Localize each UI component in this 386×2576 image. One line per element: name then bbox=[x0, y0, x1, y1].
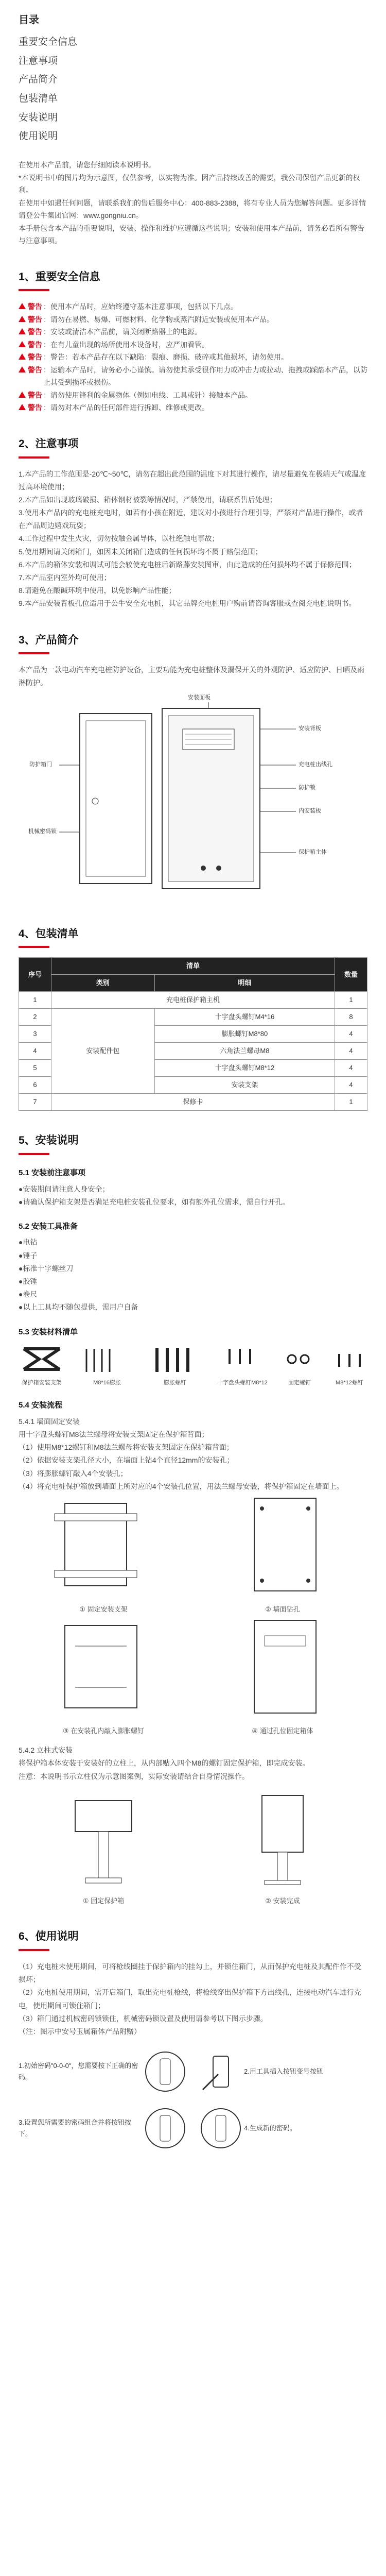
cell-no: 1 bbox=[19, 992, 51, 1009]
mounted-box-illustration bbox=[198, 1615, 367, 1718]
section-underline bbox=[19, 289, 49, 291]
warning-text: ：请勿使用锋利的金属物体（例如电线、工具或针）接触本产品。 bbox=[43, 391, 252, 399]
subsection-title: 5.3 安装材料清单 bbox=[19, 1327, 78, 1336]
warning-item bbox=[19, 338, 367, 351]
warning-label: 警告 bbox=[28, 302, 42, 311]
warning-label: 警告 bbox=[28, 403, 42, 412]
subsection-title: 5.1 安装前注意事项 bbox=[19, 1168, 86, 1177]
label-lock: 防护锁 bbox=[299, 784, 315, 791]
safety-list bbox=[19, 300, 367, 414]
subsection-subtitle: 5.4.1 墙面固定安装 bbox=[19, 1417, 80, 1426]
combo-lock-icon bbox=[142, 2105, 188, 2151]
section-title-intro: 3、产品简介 bbox=[19, 634, 79, 646]
subsection-title: 5.4 安装流程 bbox=[19, 1401, 63, 1410]
figure-caption: ③ 在安装孔内敲入膨胀螺钉 bbox=[62, 1727, 145, 1735]
warning-text: ：运输本产品时，请务必小心谨慎。请勿使其承受很作用力或冲击力或拉动、拖拽或踩踏本产品，以防止其受到损坏或损伤。 bbox=[43, 365, 367, 387]
usage-item: （注：图示中安号玉属箱体产品附赠） bbox=[19, 2027, 141, 2036]
section-underline bbox=[19, 1949, 49, 1951]
cell-no: 4 bbox=[19, 1043, 51, 1060]
install-note: ●安装期间请注意人身安全； bbox=[19, 1184, 110, 1193]
lock-step-3 bbox=[19, 2100, 188, 2157]
install-step: （1）使用M8*12螺钉和M8法兰螺母将安装支架固定在保护箱背面； bbox=[19, 1443, 234, 1452]
section-title-safety: 1、重要安全信息 bbox=[19, 270, 100, 283]
material-anchor: 膨胀螺钉 bbox=[149, 1344, 201, 1387]
intro-line: *本说明书中的图片均为示意图，仅供参考，以实物为准。因产品持续改善的需要，我公司保留产品更新的权利。 bbox=[19, 173, 360, 195]
cell-qty: 1 bbox=[335, 992, 367, 1009]
material-screw-m8: 十字盘头螺钉M8*12 bbox=[217, 1344, 268, 1387]
cell-no: 7 bbox=[19, 1094, 51, 1111]
cell-qty: 8 bbox=[335, 1009, 367, 1026]
warning-icon bbox=[19, 328, 26, 334]
section-title-packing: 4、包装清单 bbox=[19, 927, 79, 940]
material-bracket: 保护箱安装支架 bbox=[19, 1344, 65, 1387]
product-intro: 本产品为一款电动汽车充电桩防护设备，主要功能为充电桩整体及漏保开关的外观防护、适应防护、日晒及雨淋防护。 bbox=[19, 666, 364, 687]
usage-item: （3）箱门通过机械密码锁锁住，机械密码锁设置及使用请参考以下图示步骤。 bbox=[19, 2014, 268, 2023]
toc-item: 重要安全信息 bbox=[19, 37, 78, 47]
toc-item: 使用说明 bbox=[19, 131, 58, 142]
note-item: 8.请避免在酸碱环境中使用，以免影响产品性能； bbox=[19, 586, 176, 595]
lock-step-text: 3.设置您所需要的密码组合并将按钮按下。 bbox=[19, 2119, 131, 2138]
warning-text: ：警告：若本产品存在以下缺陷：裂痕、磨损、破碎或其他损坏，请勿使用。 bbox=[43, 353, 288, 362]
screw-icon bbox=[331, 1344, 367, 1375]
nut-icon bbox=[284, 1344, 315, 1375]
subsection-title: 5.2 安装工具准备 bbox=[19, 1222, 78, 1231]
warning-label: 警告 bbox=[28, 365, 42, 374]
lock-steps bbox=[19, 2043, 367, 2157]
install-step: （4）将充电桩保护箱放到墙面上所对应的4个安装孔位置，用法兰螺母安装，将保护箱固定在墙面上。 bbox=[19, 1482, 344, 1490]
install-step: 用十字盘头螺钉M8法兰螺母将安装支架固定在保护箱背面； bbox=[19, 1430, 209, 1439]
wall-install-figures bbox=[19, 1493, 367, 1737]
warning-icon bbox=[19, 353, 26, 360]
figure-pillar-1 bbox=[19, 1790, 188, 1907]
bracket-icon bbox=[19, 1344, 65, 1375]
intro-line: 在使用本产品前，请您仔细阅读本说明书。 bbox=[19, 161, 155, 170]
label-body: 保护箱主体 bbox=[299, 849, 327, 855]
section-underline bbox=[19, 1153, 49, 1155]
note-item: 1.本产品的工作范围是-20℃~50℃，请勿在超出此范围的温度下对其进行操作，请尽量避免在极端天气或温度过高环境使用； bbox=[19, 469, 366, 491]
toc bbox=[19, 11, 367, 143]
warning-text: ：请勿对本产品的任何部件进行拆卸、维修或更改。 bbox=[43, 403, 209, 412]
anchor-icon bbox=[149, 1344, 201, 1375]
product-diagram bbox=[28, 694, 358, 904]
tool-press-icon bbox=[198, 2048, 244, 2095]
figure-caption: ④ 通过孔位固定箱体 bbox=[252, 1727, 313, 1735]
wall-illustration bbox=[198, 1493, 367, 1596]
pillar-install-figures bbox=[19, 1790, 367, 1907]
section-underline bbox=[19, 652, 49, 654]
toc-item: 包装清单 bbox=[19, 93, 58, 105]
warning-icon bbox=[19, 392, 26, 398]
note-item: 4.工作过程中发生火灾，切勿按触金属导体，以杜绝触电事故； bbox=[19, 534, 219, 543]
toc-title: 目录 bbox=[19, 14, 39, 26]
install-step: （3）将膨胀螺钉敲入4个安装孔； bbox=[19, 1469, 128, 1478]
cell-qty: 1 bbox=[335, 1094, 367, 1111]
usage-item: （1）充电桩未使用期间，可将枪线圈挂于保护箱内的挂勾上，并锁住箱门，从而保护充电桩及其配件作不受损坏； bbox=[19, 1962, 361, 1984]
label-mount-board: 安装背板 bbox=[299, 725, 321, 732]
warning-item bbox=[19, 401, 367, 414]
label-lock-mech: 机械密码锁 bbox=[28, 828, 57, 835]
combo-lock-icon bbox=[142, 2048, 188, 2095]
tool-item: ●标准十字螺丝刀 bbox=[19, 1264, 74, 1273]
figure-pillar-2 bbox=[198, 1790, 367, 1907]
th-qty: 数量 bbox=[335, 958, 367, 992]
notes-list bbox=[19, 468, 367, 611]
note-item: 7.本产品室内室外均可使用； bbox=[19, 573, 111, 582]
warning-icon bbox=[19, 366, 26, 372]
warning-item bbox=[19, 313, 367, 326]
cell-detail: 十字盘头螺钉M8*12 bbox=[154, 1060, 335, 1077]
intro-line: 本手册包含本产品的重要说明，安装、操作和维护应遵循这些说明；安装和使用本产品前，请务必看所有警告与注意事项。 bbox=[19, 224, 364, 245]
box-illustration bbox=[19, 1493, 188, 1596]
table-row bbox=[19, 1009, 367, 1026]
section-underline bbox=[19, 946, 49, 948]
install-step: （2）依据安装支架孔径大小，在墙面上钻4个直径12mm的安装孔； bbox=[19, 1456, 234, 1465]
tool-item: ●以上工具均不随包提供，需用户自备 bbox=[19, 1303, 138, 1312]
figure-step-3 bbox=[19, 1615, 188, 1737]
warning-label: 警告 bbox=[28, 391, 42, 399]
screw-icon bbox=[81, 1344, 133, 1375]
packing-table bbox=[19, 957, 367, 1111]
warning-item bbox=[19, 326, 367, 338]
note-item: 3.使用本产品内的充电桩充电时，如若有小孩在附近，建议对小孩进行合理引导，严禁对产品进行操作，或者在产品周边嬉戏玩耍； bbox=[19, 509, 363, 530]
warning-item bbox=[19, 351, 367, 364]
cell-no: 5 bbox=[19, 1060, 51, 1077]
cell-no: 3 bbox=[19, 1026, 51, 1043]
warning-icon bbox=[19, 341, 26, 347]
warning-item bbox=[19, 364, 367, 389]
cell-category: 充电桩保护箱主机 bbox=[51, 992, 335, 1009]
tool-item: ●电钻 bbox=[19, 1238, 38, 1247]
combo-lock-icon bbox=[198, 2105, 244, 2151]
note-item: 9.本产品安装背板孔位适用于公牛安全充电桩，其它品牌充电桩用户购前请咨询客服或查阅充电桩说明书。 bbox=[19, 599, 356, 608]
materials-row bbox=[19, 1344, 367, 1387]
cell-detail: 十字盘头螺钉M4*16 bbox=[154, 1009, 335, 1026]
th-no: 序号 bbox=[19, 958, 51, 992]
install-step: 将保护箱本体安装于安装好的立柱上，从内部贴入四个M8的螺钉固定保护箱，即完成安装。 bbox=[19, 1759, 310, 1768]
warning-text: ：请勿在易燃、易爆、可燃材料、化学物或蒸汽附近安装或使用本产品。 bbox=[43, 315, 274, 324]
label-seal: 充电桩出线孔 bbox=[299, 761, 332, 768]
warning-icon bbox=[19, 404, 26, 410]
figure-step-4 bbox=[198, 1615, 367, 1737]
warning-label: 警告 bbox=[28, 353, 42, 362]
lock-step-text: 4.生成新的密码。 bbox=[244, 2124, 296, 2132]
figure-step-1 bbox=[19, 1493, 188, 1615]
cell-qty: 4 bbox=[335, 1077, 367, 1094]
cell-detail: 安装支架 bbox=[154, 1077, 335, 1094]
install-note: ●请确认保护箱支架是否满足充电桩安装孔位要求，如有额外孔位需求，需自行开孔。 bbox=[19, 1197, 290, 1206]
pillar-illustration bbox=[19, 1790, 188, 1888]
material-nut: 固定螺钉 bbox=[284, 1344, 315, 1387]
toc-item: 安装说明 bbox=[19, 112, 58, 123]
th-detail: 明细 bbox=[154, 975, 335, 992]
label-cable-hole: 安装面板 bbox=[188, 694, 210, 701]
anchor-illustration bbox=[19, 1615, 188, 1718]
cell-qty: 4 bbox=[335, 1060, 367, 1077]
usage-item: （2）充电桩使用期间，需开启箱门，取出充电桩枪线，将枪线穿出保护箱下方出线孔，连接电动汽车进行充电，使用期间可锁住箱门； bbox=[19, 1988, 361, 2010]
warning-icon bbox=[19, 303, 26, 309]
th-category: 类别 bbox=[51, 975, 155, 992]
toc-item: 产品简介 bbox=[19, 74, 58, 86]
note-item: 6.本产品的箱体安装和调试可能会较使充电桩后新路藤安装图审，由此造成的任何损坏均不属于保修范围； bbox=[19, 560, 356, 569]
warning-label: 警告 bbox=[28, 328, 42, 336]
cell-no: 2 bbox=[19, 1009, 51, 1026]
tool-item: ●卷尺 bbox=[19, 1290, 38, 1299]
warning-item bbox=[19, 300, 367, 313]
figure-caption: ① 固定安装支架 bbox=[79, 1605, 128, 1613]
cell-category: 保修卡 bbox=[51, 1094, 335, 1111]
toc-item: 注意事项 bbox=[19, 55, 58, 66]
section-title-install: 5、安装说明 bbox=[19, 1134, 79, 1147]
lock-step-4 bbox=[198, 2100, 367, 2157]
th-list: 清单 bbox=[51, 958, 335, 975]
cell-detail: 膨胀螺钉M8*80 bbox=[154, 1026, 335, 1043]
section-title-notes: 2、注意事项 bbox=[19, 437, 79, 450]
figure-caption: ① 固定保护箱 bbox=[82, 1897, 125, 1905]
lock-step-2 bbox=[198, 2043, 367, 2100]
label-inner: 内安装板 bbox=[299, 807, 321, 814]
warning-text: ：在有儿童出现的场所使用本设备时，应严加看管。 bbox=[43, 340, 209, 349]
table-row bbox=[19, 1094, 367, 1111]
subsection-subtitle: 5.4.2 立柱式安装 bbox=[19, 1746, 73, 1755]
section-underline bbox=[19, 456, 49, 459]
material-expansion: M8*16膨胀 bbox=[81, 1344, 133, 1387]
material-screw-m8-12: M8*12螺钉 bbox=[331, 1344, 367, 1387]
cell-no: 6 bbox=[19, 1077, 51, 1094]
tool-item: ●锤子 bbox=[19, 1251, 38, 1260]
warning-icon bbox=[19, 316, 26, 322]
warning-text: ：安装或清洁本产品前，请关闭断路器上的电源。 bbox=[43, 328, 202, 336]
label-door: 防护箱门 bbox=[29, 761, 52, 768]
cell-detail: 六角法兰螺母M8 bbox=[154, 1043, 335, 1060]
figure-caption: ② 墙面钻孔 bbox=[265, 1605, 300, 1613]
lock-step-text: 1.初始密码"0-0-0"，您需要按下正确的密码。 bbox=[19, 2062, 138, 2081]
cell-category: 安装配件包 bbox=[51, 1009, 155, 1094]
warning-label: 警告 bbox=[28, 340, 42, 349]
intro bbox=[19, 159, 367, 247]
warning-item bbox=[19, 389, 367, 402]
note-item: 2.本产品如出现玻璃破损、箱体钢材被裂等情况时，严禁使用，请联系售后处理； bbox=[19, 495, 277, 504]
cell-qty: 4 bbox=[335, 1043, 367, 1060]
cell-qty: 4 bbox=[335, 1026, 367, 1043]
table-row bbox=[19, 992, 367, 1009]
figure-step-2 bbox=[198, 1493, 367, 1615]
lock-step-text: 2.用工具插入按钮变号按钮 bbox=[244, 2067, 323, 2076]
install-step: 注意：本说明书示立柱仅为示意图案例，实际安装请结合自身情况操作。 bbox=[19, 1772, 249, 1781]
screw-icon bbox=[222, 1344, 263, 1375]
lock-step-1 bbox=[19, 2043, 188, 2100]
tool-item: ●胶锤 bbox=[19, 1277, 38, 1285]
warning-label: 警告 bbox=[28, 315, 42, 324]
note-item: 5.使用期间请关闭箱门，如因未关闭箱门造成的任何损坏均不属于赔偿范围； bbox=[19, 547, 262, 556]
warning-text: ：使用本产品时，应始终遵守基本注意事项，包括以下几点。 bbox=[43, 302, 238, 311]
figure-caption: ② 安装完成 bbox=[265, 1897, 300, 1905]
pillar-complete-illustration bbox=[198, 1790, 367, 1888]
intro-line: 在使用中如遇任何问题，请联系我们的售后服务中心：400-883-2388，将有专业人员为您解答问题。更多详情请登公牛集团官网：www.gongniu.cn。 bbox=[19, 198, 366, 220]
section-title-usage: 6、使用说明 bbox=[19, 1930, 79, 1943]
